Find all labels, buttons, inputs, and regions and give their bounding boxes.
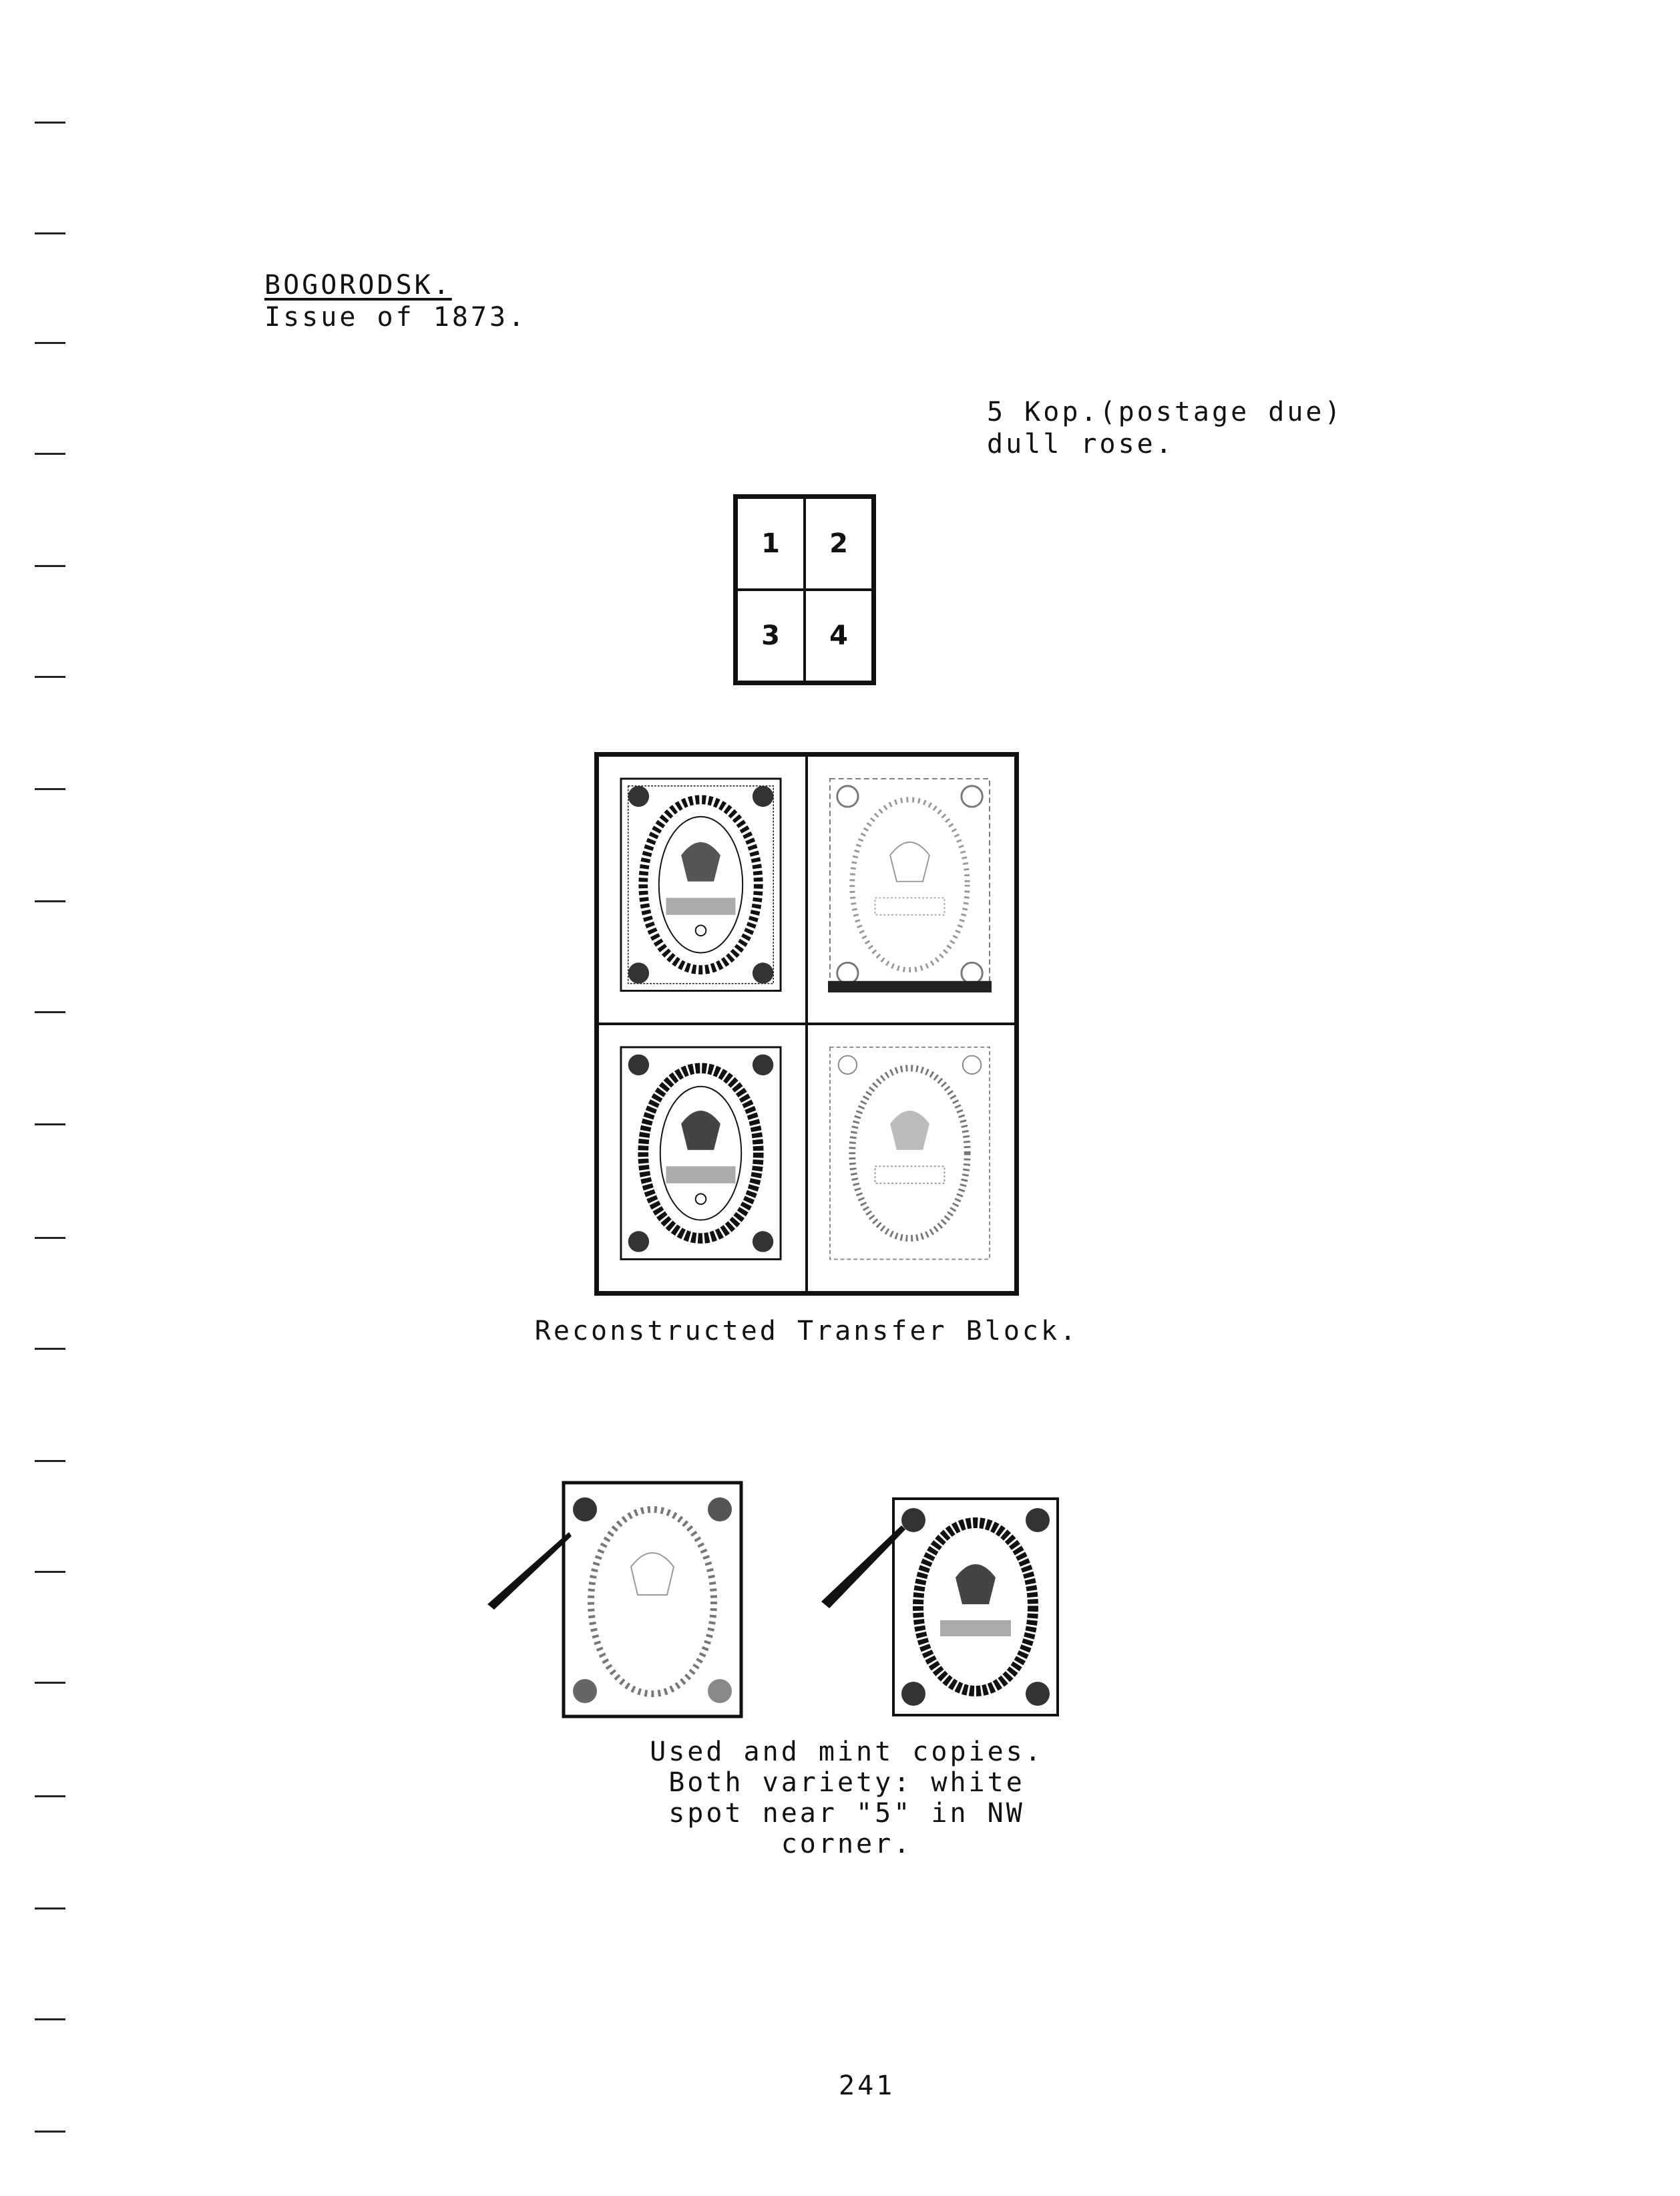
- transfer-block-position-3: [598, 1024, 807, 1292]
- stamp-image-faint: [828, 1045, 992, 1261]
- stamp-image-faint: [828, 777, 992, 992]
- stamp-denomination: 5 Kop.(postage due): [987, 397, 1343, 427]
- stamp-image-dark: [619, 777, 783, 992]
- stamp-image-dark: [619, 1045, 783, 1261]
- layout-cell-2: 2: [805, 498, 873, 590]
- transfer-block-position-1: [598, 755, 807, 1024]
- layout-cell-4: 4: [805, 590, 873, 682]
- transfer-block-caption: Reconstructed Transfer Block.: [534, 1316, 1079, 1346]
- copies-caption-line: Both variety: white: [668, 1767, 1025, 1798]
- variety-pointer-icon: [487, 1529, 574, 1610]
- mint-copy: [891, 1496, 1060, 1718]
- stamp-color: dull rose.: [987, 429, 1175, 460]
- page-title: BOGORODSK.: [264, 270, 452, 301]
- page-number: 241: [839, 2070, 895, 2101]
- issue-subtitle: Issue of 1873.: [264, 302, 528, 333]
- layout-cell-1: 1: [737, 498, 805, 590]
- copies-caption-line: spot near "5" in NW: [668, 1798, 1025, 1829]
- transfer-block-position-4: [807, 1024, 1016, 1292]
- stamp-image-faint: [561, 1480, 744, 1719]
- transfer-block: [594, 752, 1019, 1296]
- copies-caption-line: Used and mint copies.: [650, 1736, 1044, 1767]
- transfer-block-position-2: [807, 755, 1016, 1024]
- position-layout-grid: [733, 494, 876, 685]
- used-copy: [561, 1480, 744, 1719]
- variety-pointer-icon: [821, 1523, 908, 1610]
- stamp-image-dark: [891, 1496, 1060, 1718]
- layout-cell-3: 3: [737, 590, 805, 682]
- copies-caption: [507, 1736, 1186, 1859]
- copies-caption-line: corner.: [781, 1829, 913, 1859]
